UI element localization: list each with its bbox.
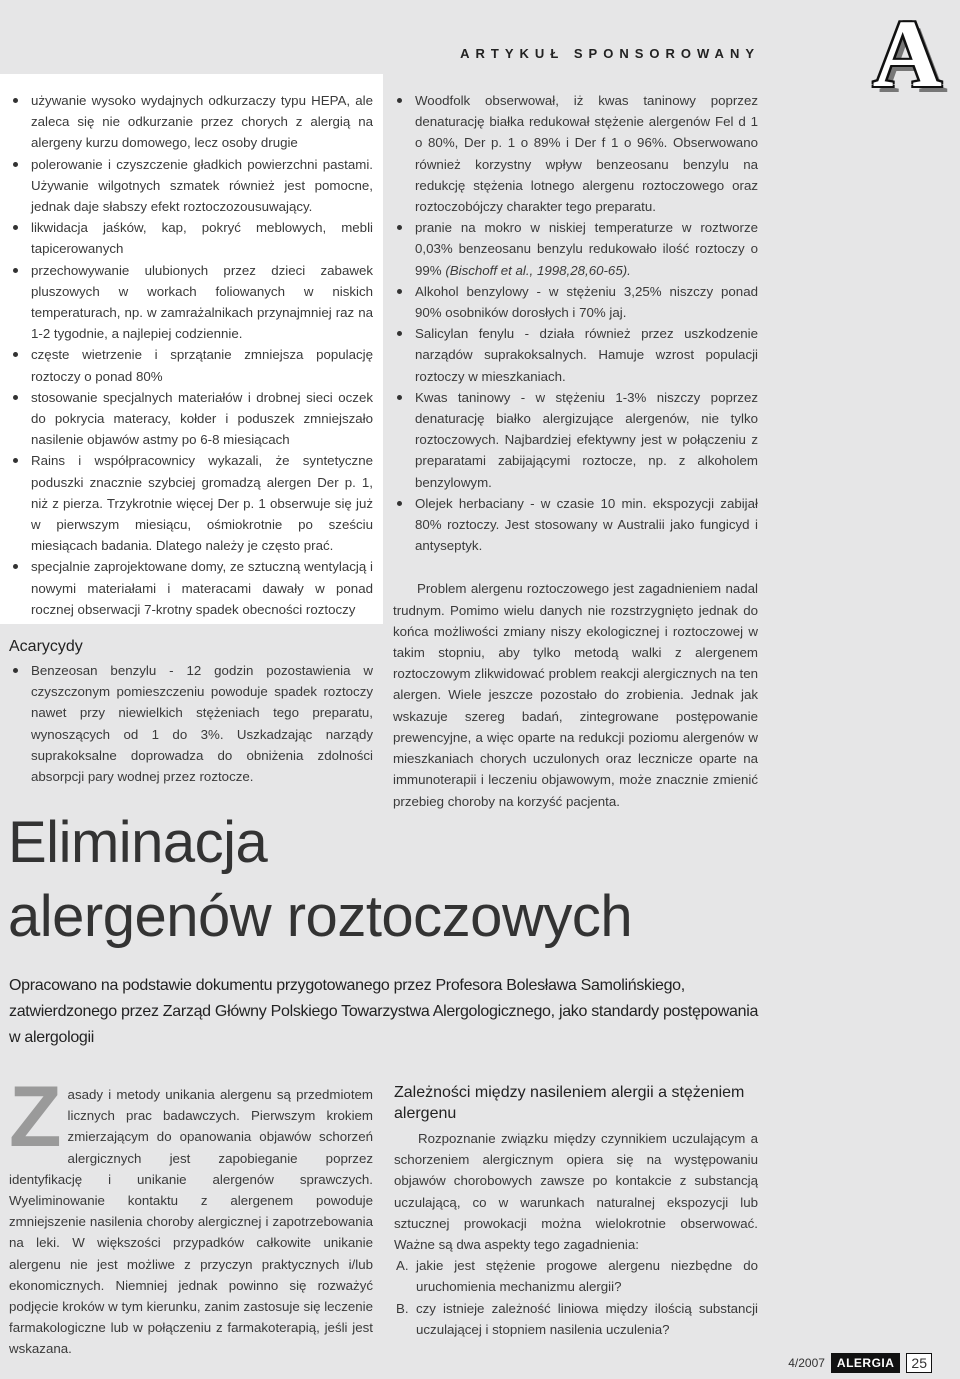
list-item: likwidacja jaśków, kap, pokryć meblowych, mebli tapicerowanych	[9, 217, 373, 259]
issue-number: 4/2007	[788, 1356, 825, 1370]
list-item: pranie na mokro w niskiej temperaturze w roztworze 0,03% benzeosanu benzylu redukowało ilość roztoczy o 99% (Bischoff et al., 1998,28,60-65).	[393, 217, 758, 281]
title-line-1: Eliminacja	[8, 810, 268, 875]
list-item: Woodfolk obserwował, iż kwas taninowy poprzez denaturację białka redukował stężenie alergenów Fel d 1 o 80%, Der p. 1 o 89% i Der f 1 o 96%. Obserwowano również korzystny wpływ benzeosanu benzylu na redukcję stężenia lotnego alergenu roztoczowego oraz roztoczobójczy charakter tego preparatu.	[393, 90, 758, 217]
section-label: ARTYKUŁ SPONSOROWANY	[460, 46, 760, 61]
zaleznosci-section	[394, 1082, 758, 1340]
list-item: używanie wysoko wydajnych odkurzaczy typu HEPA, ale zaleca się nie odkurzanie przez chorych z alergią na alergeny kurzu domowego, lecz osoby drugie	[9, 90, 373, 154]
zaleznosci-heading: Zależności między nasileniem alergii a stężeniem alergenu	[394, 1084, 745, 1122]
list-item: Benzeosan benzylu - 12 godzin pozostawienia w czyszczonym pomieszczeniu powoduje spadek roztoczy nawet przy niewielkich stężeniach tego preparatu, wynoszących od 1 do 3%. Uszkadzając narządy suprakoksalne doprowadza do obniżenia zdolności absorpcji pary wodnej przez roztocze.	[9, 660, 373, 787]
acaricide-list	[393, 90, 758, 556]
intro-section	[9, 1069, 373, 1360]
list-item: A. jakie jest stężenie progowe alergenu niezbędne do uruchomienia mechanizmu alergii?	[396, 1258, 758, 1295]
page-number: 25	[906, 1353, 932, 1373]
list-item: Rains i współpracownicy wykazali, że syntetyczne poduszki znacznie szybciej gromadzą alergen Der p. 1, niż z pierza. Trzykrotnie więcej Der p. 1 obserwuje się już w pierwszym miesiącu, ośmiokrotnie po sześciu miesiącach badania. Dlatego należy je często prać.	[9, 450, 373, 556]
article-lead: Opracowano na podstawie dokumentu przygotowanego przez Profesora Bolesława Samolińskiego, zatwierdzonego przez Zarząd Główny Polskiego Towarzystwa Alergologicznego, jako standardy postępowania w alergologii	[9, 977, 759, 1046]
list-item: przechowywanie ulubionych przez dzieci zabawek pluszowych w workach foliowanych w niskich temperaturach, np. w zamrażalnikach przynajmniej raz na 1-2 tygodnie, a najlepiej codziennie.	[9, 260, 373, 345]
zaleznosci-paragraph: Rozpoznanie związku między czynnikiem uczulającym a schorzeniem alergicznym opiera się na występowaniu objawów chorobowych zawsze po kontakcie z substancją uczulającą, co w warunkach naturalnej ekspozycji lub sztucznej prowokacji można wielokrotnie obserwować. Ważne są dwa aspekty tego zagadnienia:	[394, 1131, 758, 1253]
left-column-top	[9, 90, 373, 620]
list-item: stosowanie specjalnych materiałów i drobnej sieci oczek do pokrycia materacy, kołder i poduszek zmniejszało nasilenie objawów astmy po 6-8 miesiącach	[9, 387, 373, 451]
acarycydy-section	[9, 638, 373, 787]
list-item: Alkohol benzylowy - w stężeniu 3,25% niszczy ponad 90% osobników dorosłych i 70% jaj.	[393, 281, 758, 323]
list-item: Salicylan fenylu - działa również przez uszkodzenie narządów suprakoksalnych. Hamuje wzrost populacji roztoczy w mieszkaniach.	[393, 323, 758, 387]
drop-cap: Z	[9, 1069, 62, 1165]
acarycydy-heading: Acarycydy	[9, 638, 83, 655]
list-item: Kwas taninowy - w stężeniu 1-3% niszczy poprzez denaturację białko alergizujące alergenów, nie tylko roztoczowych. Najbardziej efektywny jest w połączeniu z preparatami zabijającymi roztocze, np. z alkoholem benzylowym.	[393, 387, 758, 493]
list-item: specjalnie zaprojektowane domy, ze sztuczną wentylacją i nowymi materiałami i materacami dawały w ponad rocznej obserwacji 7-krotny spadek obecności roztoczy	[9, 556, 373, 620]
intro-paragraph: Zasady i metody unikania alergenu są przedmiotem licznych prac badawczych. Pierwszym krokiem zmierzającym do opanowania objawów schorzeń alergicznych jest zapobieganie poprzez identyfikację i unikanie alergenów sprawczych. Wyeliminowanie kontaktu z alergenem powoduje zmniejszenie nasilenia choroby alergicznej i zapotrzebowania na leki. W większości przypadków całkowite unikanie alergenu nie jest możliwe z przyczyn praktycznych i/lub ekonomicznych. Niemniej jednak powinno się rozważyć podjęcie kroków w tym kierunku, zanim zastosuje się leczenie farmakologiczne lub w połączeniu z farmakoterapią, jeśli jest wskazana.	[9, 1069, 373, 1357]
list-item: polerowanie i czyszczenie gładkich powierzchni pastami. Używanie wilgotnych szmatek również jest pomocne, jednak daje słabszy efekt roztoczozousuwający.	[9, 154, 373, 218]
citation: (Bischoff et al., 1998,28,60-65).	[445, 262, 631, 278]
question-list	[394, 1255, 758, 1340]
article-title	[8, 806, 632, 954]
prevention-list	[9, 90, 373, 620]
list-item: częste wietrzenie i sprzątanie zmniejsza populację roztoczy o ponad 80%	[9, 344, 373, 386]
page-footer	[788, 1353, 932, 1373]
list-item: B. czy istnieje zależność liniowa między ilością substancji uczulającej i stopniem nasilenia uczulenia?	[396, 1300, 758, 1337]
journal-brand: ALERGIA	[831, 1353, 901, 1373]
problem-paragraph: Problem alergenu roztoczowego jest zagadnieniem nadal trudnym. Pomimo wielu danych nie rozstrzygnięto jednak do końca możliwości zmiany niszy ekologicznej i roztoczowej w takim stopniu, aby tylko metodą walki z alergenem roztoczowym zlikwidować problem reakcji alergicznych na ten alergen. Wiele jeszcze pozostało do zrobienia. Jednak jak wskazuje szereg badań, zintegrowane postępowanie prewencyjne, a więc oparte na redukcji poziomu alergenów w mieszkaniach chorych uczulonych oraz lecznicze oparte na immunoterapii i leczeniu objawowym, może znacznie zmienić przebieg choroby na korzyść pacjenta.	[393, 581, 758, 809]
acarycydy-list	[9, 660, 373, 787]
right-column-top	[393, 90, 758, 812]
section-logo: A	[872, 0, 942, 107]
title-line-2: alergenów roztoczowych	[8, 884, 633, 949]
list-item: Olejek herbaciany - w czasie 10 min. ekspozycji zabijał 80% roztoczy. Jest stosowany w Australii jako fungicyd i antyseptyk.	[393, 493, 758, 557]
